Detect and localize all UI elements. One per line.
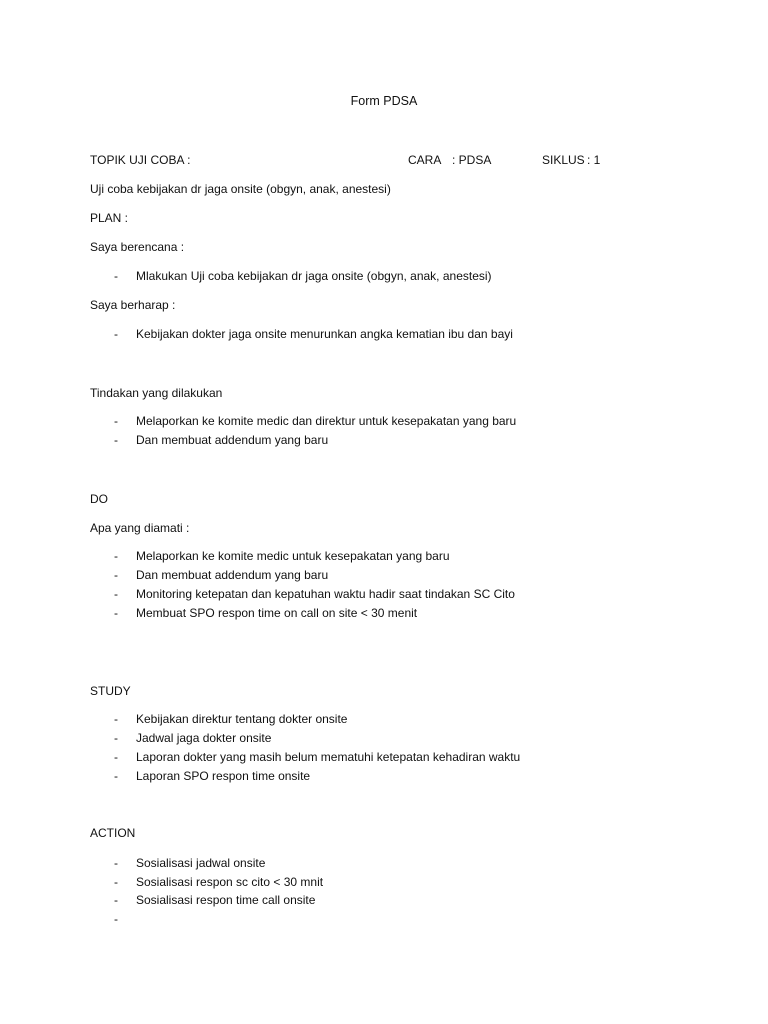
topic-label: TOPIK UJI COBA :	[90, 153, 191, 167]
study-item: Jadwal jaga dokter onsite	[136, 731, 272, 745]
list-item	[0, 913, 768, 927]
list-item	[0, 751, 768, 765]
document-title: Form PDSA	[350, 94, 418, 108]
list-item	[0, 732, 768, 746]
list-item	[0, 876, 768, 890]
list-item	[0, 588, 768, 602]
plan-heading: PLAN :	[90, 211, 129, 225]
bullet-dash: -	[114, 433, 118, 447]
list-item	[0, 713, 768, 727]
bullet-dash: -	[114, 606, 118, 620]
action-item: Sosialisasi respon time call onsite	[136, 893, 316, 907]
list-item	[0, 607, 768, 621]
bullet-dash: -	[114, 912, 118, 926]
list-item	[0, 770, 768, 784]
cara-label: CARA	[408, 153, 442, 167]
list-item	[0, 569, 768, 583]
action-heading: ACTION	[90, 826, 136, 840]
do-item: Dan membuat addendum yang baru	[136, 568, 329, 582]
siklus-label: SIKLUS	[542, 153, 585, 167]
cara-value: : PDSA	[452, 153, 492, 167]
bullet-dash: -	[114, 414, 118, 428]
bullet-dash: -	[114, 568, 118, 582]
list-item	[0, 415, 768, 429]
bullet-dash: -	[114, 269, 118, 283]
do-item: Monitoring ketepatan dan kepatuhan waktu hadir saat tindakan SC Cito	[136, 587, 515, 601]
bullet-dash: -	[114, 856, 118, 870]
bullet-dash: -	[114, 875, 118, 889]
list-item	[0, 857, 768, 871]
plan-berharap-item: Kebijakan dokter jaga onsite menurunkan angka kematian ibu dan bayi	[136, 327, 513, 341]
do-item: Melaporkan ke komite medic untuk kesepakatan yang baru	[136, 549, 450, 563]
list-item	[0, 328, 768, 342]
list-item	[0, 434, 768, 448]
list-item	[0, 894, 768, 908]
plan-berencana-item: Mlakukan Uji coba kebijakan dr jaga onsite (obgyn, anak, anestesi)	[136, 269, 492, 283]
do-heading: DO	[90, 492, 108, 506]
action-item: Sosialisasi respon sc cito < 30 mnit	[136, 875, 324, 889]
plan-tindakan-label: Tindakan yang dilakukan	[90, 386, 223, 400]
study-item: Kebijakan direktur tentang dokter onsite	[136, 712, 348, 726]
siklus-value: : 1	[587, 153, 601, 167]
do-diamati-label: Apa yang diamati :	[90, 521, 190, 535]
bullet-dash: -	[114, 750, 118, 764]
plan-berencana-label: Saya berencana :	[90, 240, 185, 254]
list-item	[0, 550, 768, 564]
plan-tindakan-item: Melaporkan ke komite medic dan direktur untuk kesepakatan yang baru	[136, 414, 517, 428]
bullet-dash: -	[114, 731, 118, 745]
action-item: Sosialisasi jadwal onsite	[136, 856, 266, 870]
list-item	[0, 270, 768, 284]
bullet-dash: -	[114, 549, 118, 563]
bullet-dash: -	[114, 712, 118, 726]
bullet-dash: -	[114, 893, 118, 907]
bullet-dash: -	[114, 587, 118, 601]
do-item: Membuat SPO respon time on call on site < 30 menit	[136, 606, 418, 620]
bullet-dash: -	[114, 327, 118, 341]
study-item: Laporan dokter yang masih belum mematuhi ketepatan kehadiran waktu	[136, 750, 521, 764]
plan-tindakan-item: Dan membuat addendum yang baru	[136, 433, 329, 447]
plan-berharap-label: Saya berharap :	[90, 298, 176, 312]
topic-text: Uji coba kebijakan dr jaga onsite (obgyn, anak, anestesi)	[90, 182, 391, 196]
bullet-dash: -	[114, 769, 118, 783]
study-heading: STUDY	[90, 684, 131, 698]
study-item: Laporan SPO respon time onsite	[136, 769, 311, 783]
